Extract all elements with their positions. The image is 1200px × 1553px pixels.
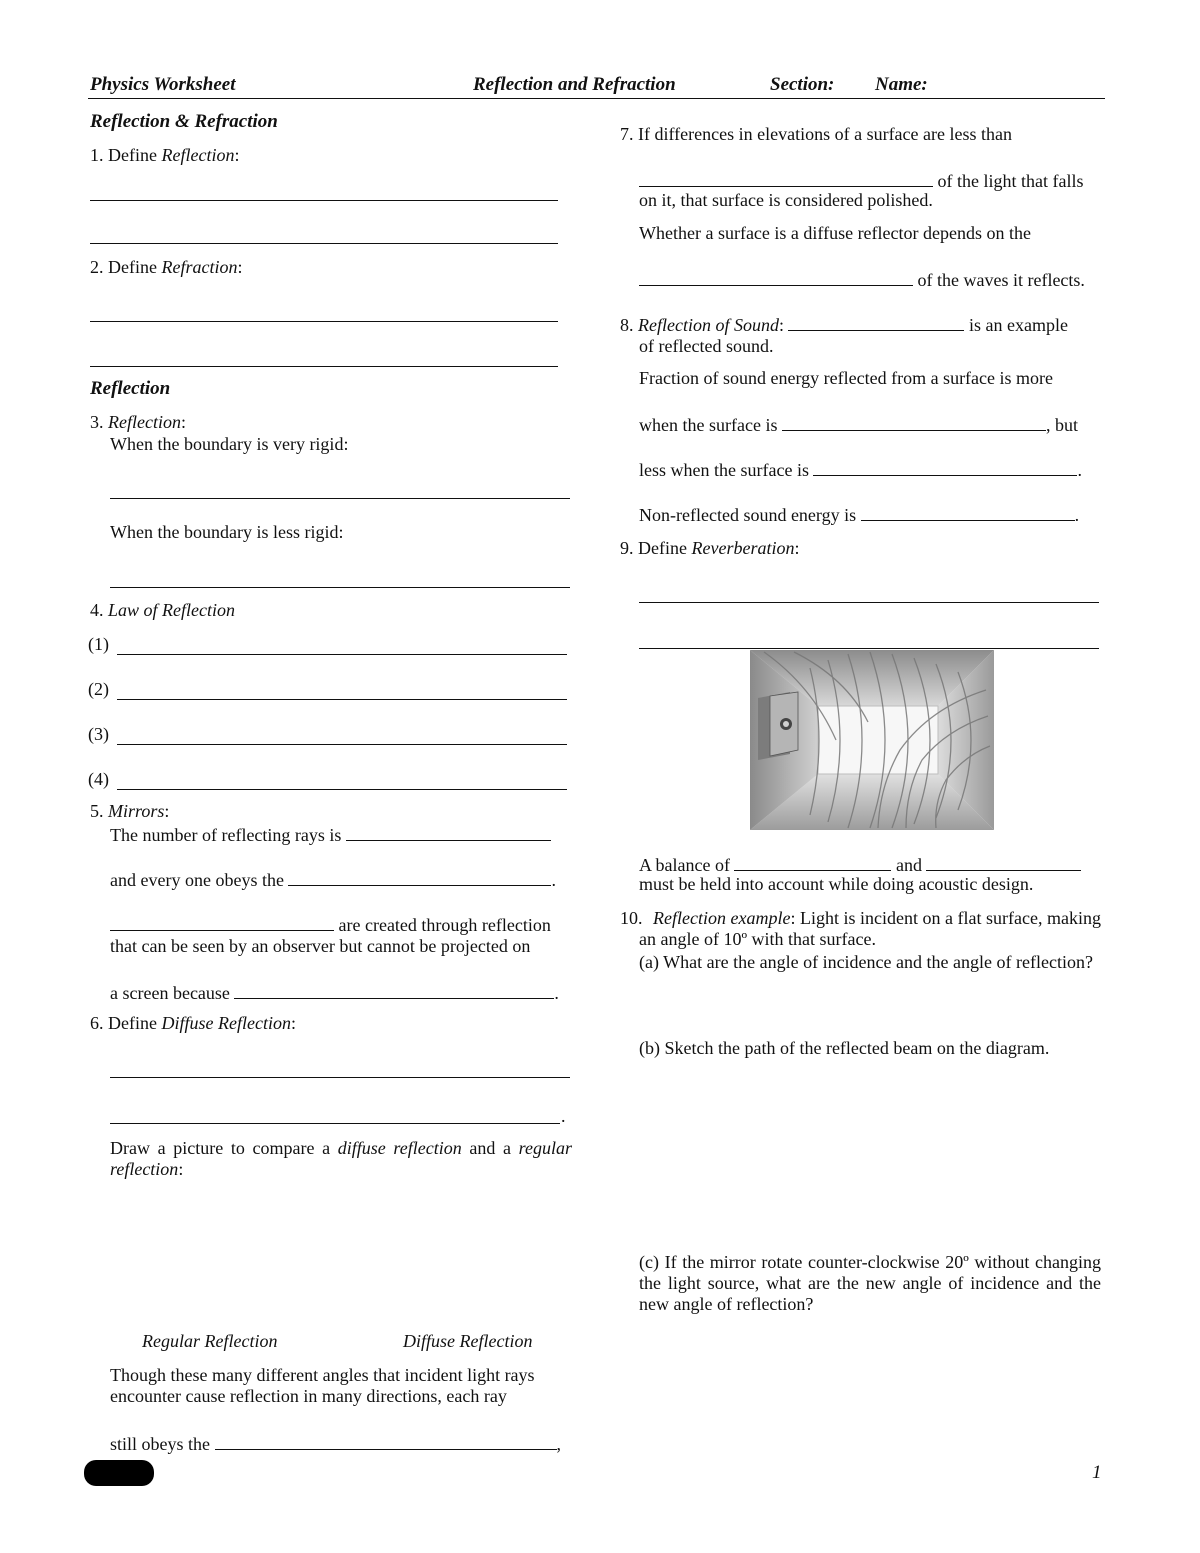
q5-blank-because[interactable] (234, 981, 554, 999)
question-9 (620, 538, 799, 559)
q1-prefix: 1. Define (90, 145, 162, 165)
q8-prefix: 8. (620, 315, 638, 335)
balance-line-2: must be held into account while doing acoustic design. (639, 874, 1034, 894)
question-7: 7. If differences in elevations of a surface are less than (620, 124, 1012, 144)
q3-less-rigid-boundary: When the boundary is less rigid: (110, 522, 344, 542)
q7-line-2 (639, 169, 1083, 192)
q7-line-4: Whether a surface is a diffuse reflector depends on the (639, 223, 1031, 243)
q5-line-2-text: and every one obeys the (110, 870, 284, 890)
law-item-4-label: (4) (88, 769, 109, 789)
q5-blank-images[interactable] (110, 913, 334, 931)
header-name-label: Name: (875, 74, 928, 95)
q8-line-6-end: . (1074, 505, 1080, 525)
redaction-mark (84, 1460, 154, 1486)
q8-line-5 (639, 458, 1082, 481)
q6-answer-line-1[interactable] (110, 1077, 570, 1078)
q5-suffix: : (164, 801, 170, 821)
law-item-4-line[interactable] (117, 789, 567, 790)
q10-text: : Light is incident on a flat surface, making an angle of 10º with that surface. (639, 908, 1101, 949)
q9-answer-line-2[interactable] (639, 648, 1099, 649)
q3-rigid-boundary: When the boundary is very rigid: (110, 434, 349, 454)
draw-text-a: Draw a picture to compare a (110, 1138, 338, 1158)
q5-line-2 (110, 868, 556, 891)
q8-blank-hard[interactable] (782, 413, 1046, 431)
balance-and: and (895, 855, 922, 875)
q5-blank-rays[interactable] (346, 823, 551, 841)
q8-blank-example[interactable] (788, 313, 964, 331)
q7-blank-size[interactable] (639, 268, 913, 286)
header-topic: Reflection and Refraction (473, 74, 676, 95)
q8-line-5-end: . (1077, 460, 1082, 480)
page-number: 1 (1092, 1462, 1102, 1483)
q5-line-4: that can be seen by an observer but cannot be projected on (110, 936, 531, 956)
question-5 (90, 801, 169, 822)
q5-line-3-text: are created through reflection (338, 915, 551, 935)
q3-rigid-answer-line[interactable] (110, 498, 570, 499)
law-item-2-line[interactable] (117, 699, 567, 700)
q6-term: Diffuse Reflection (161, 1013, 291, 1033)
q2-prefix: 2. Define (90, 257, 162, 277)
balance-blank-2[interactable] (926, 853, 1081, 871)
q8-colon: : (778, 315, 784, 335)
q1-term: Reflection (161, 145, 235, 165)
law-item-3-line[interactable] (117, 744, 567, 745)
law-item-1-label: (1) (88, 634, 109, 654)
label-diffuse-reflection: Diffuse Reflection (403, 1331, 533, 1351)
q1-suffix: : (234, 145, 240, 165)
still-obeys-blank[interactable] (215, 1432, 557, 1450)
q10-part-a: (a) What are the angle of incidence and the angle of reflection? (639, 952, 1093, 972)
q8-blank-nonreflected[interactable] (861, 503, 1075, 521)
balance-text: A balance of (639, 855, 730, 875)
q8-line-6 (639, 503, 1079, 526)
q4-term: Law of Reflection (108, 600, 235, 620)
q5-prefix: 5. (90, 801, 108, 821)
q8-line-4-end: , but (1045, 415, 1078, 435)
q8-tail: is an example (968, 315, 1068, 335)
still-obeys-comma: , (556, 1434, 561, 1454)
q8-line-4 (639, 413, 1078, 436)
though-line-1: Though these many different angles that incident light rays (110, 1365, 535, 1385)
though-line-2: encounter cause reflection in many directions, each ray (110, 1386, 507, 1406)
q8-line-2: of reflected sound. (639, 336, 774, 356)
law-item-2-label: (2) (88, 679, 109, 699)
q8-line-6-text: Non-reflected sound energy is (639, 505, 857, 525)
question-4 (90, 600, 235, 621)
q10-term: Reflection example (653, 908, 791, 928)
q2-term: Refraction (161, 257, 238, 277)
q2-answer-line-1[interactable] (90, 321, 558, 322)
section-heading-reflection: Reflection (90, 378, 171, 399)
q1-answer-line-2[interactable] (90, 243, 558, 244)
question-2 (90, 257, 242, 278)
draw-term-diffuse: diffuse reflection (337, 1138, 462, 1158)
q7-line-2-text: of the light that falls (937, 171, 1084, 191)
q5-line-5-text: a screen because (110, 983, 230, 1003)
q10-part-b: (b) Sketch the path of the reflected beam on the diagram. (639, 1038, 1050, 1058)
q6-answer-period: . (561, 1106, 566, 1126)
q3-suffix: : (180, 412, 186, 432)
label-regular-reflection: Regular Reflection (142, 1331, 278, 1351)
balance-blank-1[interactable] (734, 853, 891, 871)
q7-line-3: on it, that surface is considered polished. (639, 190, 933, 210)
draw-text-c: : (178, 1159, 184, 1179)
q2-suffix: : (237, 257, 243, 277)
question-8 (620, 313, 1068, 336)
question-6 (90, 1013, 296, 1034)
question-1 (90, 145, 239, 166)
header-worksheet-title: Physics Worksheet (90, 74, 236, 95)
draw-text-b: and a (461, 1138, 519, 1158)
q7-blank-wavelength[interactable] (639, 169, 933, 187)
q5-line-2-period: . (551, 870, 556, 890)
q8-blank-soft[interactable] (813, 458, 1077, 476)
question-10-number: 10. (620, 908, 652, 928)
section-heading-reflection-refraction: Reflection & Refraction (90, 111, 278, 132)
q9-answer-line-1[interactable] (639, 602, 1099, 603)
law-item-3-label: (3) (88, 724, 109, 744)
q3-less-rigid-answer-line[interactable] (110, 587, 570, 588)
question-3 (90, 412, 186, 433)
reverberation-room-illustration (750, 650, 994, 830)
q3-prefix: 3. (90, 412, 108, 432)
q9-prefix: 9. Define (620, 538, 692, 558)
header-divider (88, 98, 1105, 99)
q3-term: Reflection (108, 412, 181, 432)
balance-line-1 (639, 853, 1081, 876)
q5-line-3 (110, 913, 551, 936)
draw-term-regular: regular reflection (110, 1138, 572, 1179)
still-obeys-line (110, 1432, 561, 1455)
q5-line-1-text: The number of reflecting rays is (110, 825, 342, 845)
q9-suffix: : (794, 538, 800, 558)
header-section-label: Section: (770, 74, 835, 95)
draw-instruction (110, 1138, 572, 1180)
still-obeys-text: still obeys the (110, 1434, 210, 1454)
question-10 (639, 908, 1101, 950)
q5-term: Mirrors (108, 801, 165, 821)
q5-line-5-period: . (554, 983, 559, 1003)
q1-answer-line-1[interactable] (90, 200, 558, 201)
q8-line-3: Fraction of sound energy reflected from a surface is more (639, 368, 1054, 388)
q5-blank-obeys[interactable] (288, 868, 551, 886)
q8-term: Reflection of Sound (638, 315, 779, 335)
q4-prefix: 4. (90, 600, 108, 620)
q6-answer-line-2[interactable] (110, 1123, 560, 1124)
q7-line-5-text: of the waves it reflects. (917, 270, 1085, 290)
q6-suffix: : (290, 1013, 296, 1033)
q10-part-c: (c) If the mirror rotate counter-clockwise 20º without changing the light source, what are the new angle of incidence and the new angle of reflection? (639, 1252, 1101, 1314)
q6-prefix: 6. Define (90, 1013, 162, 1033)
q2-answer-line-2[interactable] (90, 366, 558, 367)
law-item-1-line[interactable] (117, 654, 567, 655)
q8-line-4-text: when the surface is (639, 415, 778, 435)
q5-line-5 (110, 981, 559, 1004)
q5-line-1 (110, 823, 551, 846)
q7-line-5 (639, 268, 1085, 291)
q8-line-5-text: less when the surface is (639, 460, 809, 480)
q9-term: Reverberation (691, 538, 795, 558)
